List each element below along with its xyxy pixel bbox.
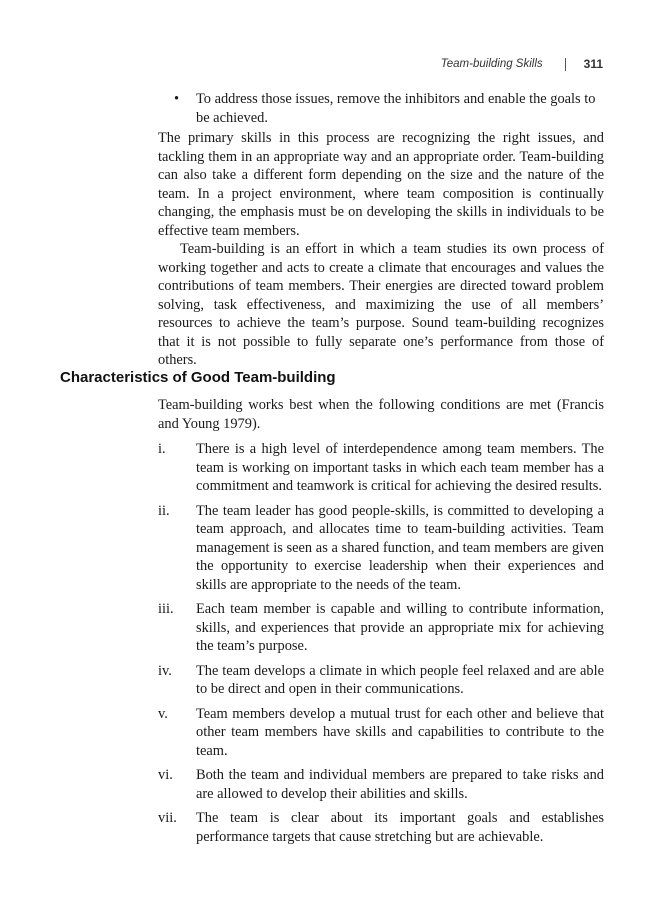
running-header xyxy=(441,57,603,71)
list-item-text: The team develops a climate in which people feel relaxed and are able to be direct and open in their communications. xyxy=(196,662,604,697)
bullet-list xyxy=(158,90,604,127)
list-item-text: There is a high level of interdependence among team members. The team is working on important tasks in which each team member has a commitment and teamwork is critical for achieving the desired results. xyxy=(196,441,604,494)
list-item xyxy=(158,705,604,761)
list-item-text: The team is clear about its important goals and establishes performance targets that cause stretching but are achievable. xyxy=(196,810,604,845)
list-item-number: ii. xyxy=(158,502,170,519)
paragraph: Team-building works best when the following conditions are met (Francis and Young 1979). xyxy=(158,397,604,432)
paragraph: The primary skills in this process are recognizing the right issues, and tackling them in an appropriate way and an appropriate order. Team-building can also take a different form depending on the size and the nature of the team. In a project environment, where team composition is continually changing, the emphasis must be on developing the skills in individuals to be effective team members. xyxy=(158,130,604,239)
conditions-list xyxy=(158,440,604,852)
body-paragraphs xyxy=(158,129,604,370)
list-item xyxy=(158,600,604,656)
list-item xyxy=(158,440,604,496)
bullet-icon: • xyxy=(174,91,180,107)
list-item-text: Both the team and individual members are prepared to take risks and are allowed to develop their abilities and skills. xyxy=(196,767,604,802)
list-item-number: i. xyxy=(158,441,166,457)
list-item-number: vi. xyxy=(158,767,173,783)
list-item-text: The team leader has good people-skills, is committed to developing a team approach, and allocates time to team-building activities. Team management is seen as a shared function, and team members are given the opportunity to exercise leadership when their experiences and skills are appropriate to the needs of the team. xyxy=(196,502,604,593)
header-divider xyxy=(565,58,566,71)
page-number: 311 xyxy=(583,57,603,71)
running-header-title: Team-building Skills xyxy=(440,58,543,70)
section-intro xyxy=(158,396,604,433)
section-heading: Characteristics of Good Team-building xyxy=(60,369,336,386)
paragraph: Team-building is an effort in which a team studies its own process of working together and acts to create a climate that encourages and values the contributions of team members. Their energies are directed toward problem solving, task effectiveness, and maximizing the use of all members’ resources to achieve the team’s purpose. Sound team-building recognizes that it is not possible to fully separate one’s performance from those of others. xyxy=(158,241,604,368)
list-item xyxy=(158,766,604,803)
bullet-item xyxy=(158,90,604,127)
list-item-number: iii. xyxy=(158,601,174,617)
bullet-text: To address those issues, remove the inhibitors and enable the goals to be achieved. xyxy=(196,91,596,126)
list-item-number: iv. xyxy=(158,662,172,679)
list-item xyxy=(158,662,604,699)
list-item-text: Team members develop a mutual trust for each other and believe that other team members have skills and capabilities to contribute to the team. xyxy=(196,705,604,759)
list-item-number: vii. xyxy=(158,810,177,826)
list-item xyxy=(158,502,604,595)
list-item-text: Each team member is capable and willing to contribute information, skills, and experiences that provide an appropriate mix for achieving the team’s purpose. xyxy=(196,601,604,654)
list-item-number: v. xyxy=(158,705,168,722)
list-item xyxy=(158,809,604,846)
